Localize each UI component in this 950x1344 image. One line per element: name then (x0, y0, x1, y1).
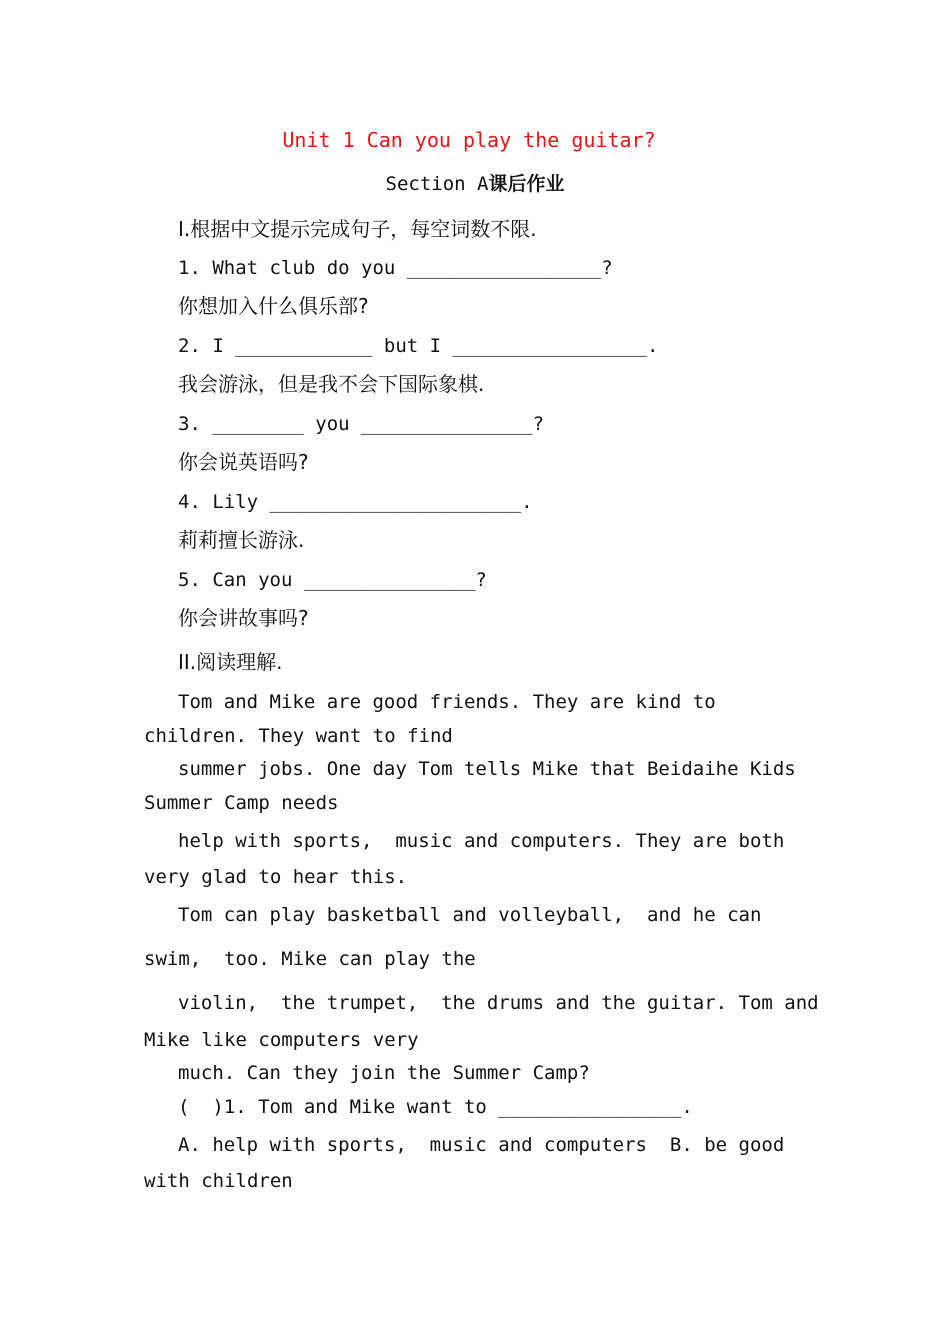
answer-options-line: A. help with sports, music and computers B. be good (178, 1134, 785, 1156)
passage-line: very glad to hear this. (144, 866, 408, 888)
passage-line: help with sports, music and computers. They are both (178, 830, 785, 852)
question-5-hint: 你会讲故事吗? (178, 606, 309, 630)
question-5-sentence: 5. Can you _______________? (178, 569, 487, 591)
subtitle-cn: 课后作业 (488, 173, 565, 195)
question-2-sentence: 2. I ____________ but I _________________. (178, 335, 659, 357)
passage-line: swim, too. Mike can play the (144, 948, 476, 970)
question-4-hint: 莉莉擅长游泳. (178, 528, 305, 552)
passage-line: violin, the trumpet, the drums and the guitar. Tom and (178, 992, 819, 1014)
section2-heading: II.阅读理解. (178, 650, 283, 674)
reading-question-1: ( )1. Tom and Mike want to ________________. (178, 1096, 693, 1118)
section-subtitle (0, 172, 950, 196)
subtitle-en: Section A (385, 173, 489, 195)
document-title: Unit 1 Can you play the guitar? (282, 128, 656, 152)
passage-line: children. They want to find (144, 725, 453, 747)
passage-line: summer jobs. One day Tom tells Mike that Beidaihe Kids (178, 758, 796, 780)
question-3-sentence: 3. ________ you _______________? (178, 413, 545, 435)
answer-options-line: with children (144, 1170, 293, 1192)
passage-line: Tom can play basketball and volleyball, and he can (178, 904, 762, 926)
question-3-hint: 你会说英语吗? (178, 450, 309, 474)
section1-heading: I.根据中文提示完成句子，每空词数不限. (178, 217, 537, 241)
question-1-hint: 你想加入什么俱乐部? (178, 294, 369, 318)
question-2-hint: 我会游泳，但是我不会下国际象棋. (178, 372, 485, 396)
passage-line: Summer Camp needs (144, 792, 339, 814)
question-4-sentence: 4. Lily ______________________. (178, 491, 533, 513)
question-1-sentence: 1. What club do you _________________? (178, 257, 613, 279)
passage-line: Mike like computers very (144, 1029, 419, 1051)
passage-line: much. Can they join the Summer Camp? (178, 1062, 590, 1084)
passage-line: Tom and Mike are good friends. They are kind to (178, 691, 716, 713)
